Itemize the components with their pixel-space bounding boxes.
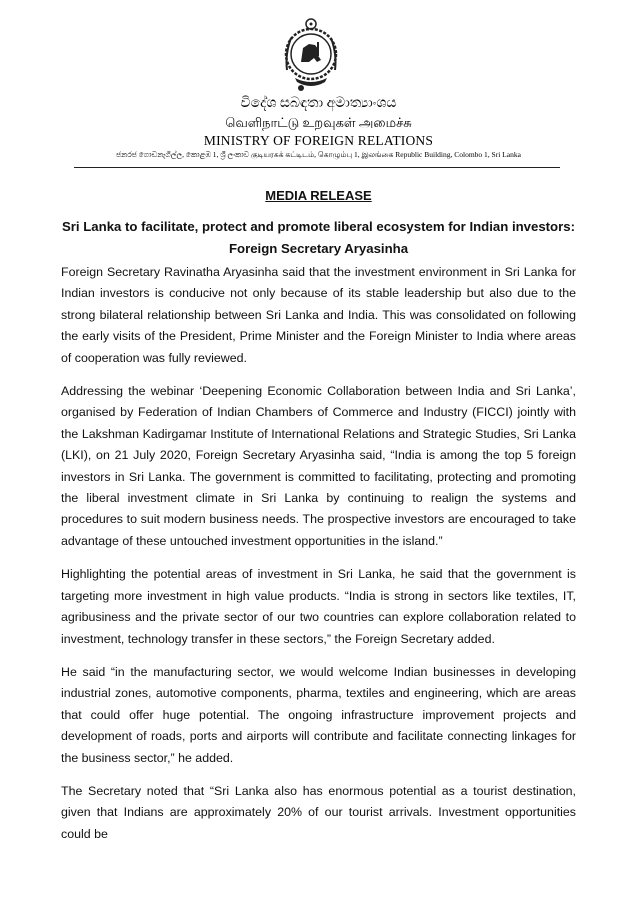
header-divider (74, 167, 560, 168)
paragraph-1: Foreign Secretary Ravinatha Aryasinha said that the investment environment in Sri Lanka for Indian investors is conducive not only because of its stable leadership but also due to the strong bilateral relationship between Sri Lanka and India. This was consolidated on following the early visits of the President, Prime Minister and the Foreign Minister to India where areas of cooperation was fully reviewed. (61, 265, 576, 365)
document-type-label: MEDIA RELEASE (265, 188, 372, 203)
paragraph-4: He said “in the manufacturing sector, we would welcome Indian businesses in developing industrial zones, automotive components, pharma, textiles and engineering, which are areas that could offer huge potential. The ongoing infrastructure improvement projects and development of roads, ports and airports will contribute and facilitate connecting linkages for the business sector,” he added. (61, 664, 576, 765)
paragraph-2: Addressing the webinar ‘Deepening Economic Collaboration between India and Sri Lanka’, organised by Federation of Indian Chambers of Commerce and Industry (FICCI) jointly with the Lakshman Kadirgamar Institute of International Relations and Strategic Studies, Sri Lanka (LKI), on 21 July 2020, Foreign Secretary Aryasinha said, “India is among the top 5 foreign investors in Sri Lanka. The government is committed to facilitating, protecting and promoting the liberal investment climate in Sri Lanka by continuing to realign the systems and procedures to suit modern business needs. The prospective investors are encouraged to take advantage of these untouched investment opportunities in the island.” (61, 384, 576, 548)
headline-line-2: Foreign Secretary Aryasinha (228, 241, 409, 256)
body-text (61, 262, 576, 857)
ministry-name-sinhala: විදේශ සබඳතා අමාත්‍යාංශය (240, 96, 397, 111)
ministry-address: ජනරජ ගොඩනැගිල්ල, කොළඹ 1, ශ්‍රී ලංකාව குடியரசுக் கட்டிடம், கொழும்பு 1, இலங்கை Republic Building, Colombo 1, Sri Lanka (116, 150, 521, 159)
ministry-name-tamil: வெளிநாட்டு உறவுகள் அமைச்சு (225, 115, 412, 130)
ministry-name-english: MINISTRY OF FOREIGN RELATIONS (203, 133, 434, 148)
paragraph-3: Highlighting the potential areas of investment in Sri Lanka, he said that the government is targeting more investment in high value products. “India is strong in sectors like textiles, IT, agribusiness and the private sector of our two countries can explore collaboration related to investment, technology transfer in these sectors,” the Foreign Secretary added. (61, 567, 576, 646)
headline (40, 216, 597, 260)
paragraph-5: The Secretary noted that “Sri Lanka also has enormous potential as a tourist destination, given that Indians are approximately 20% of our tourist arrivals. Investment opportunities could be (61, 783, 576, 841)
sri-lanka-emblem-icon (281, 18, 341, 94)
headline-line-1: Sri Lanka to facilitate, protect and promote liberal ecosystem for Indian investors: (62, 219, 575, 234)
